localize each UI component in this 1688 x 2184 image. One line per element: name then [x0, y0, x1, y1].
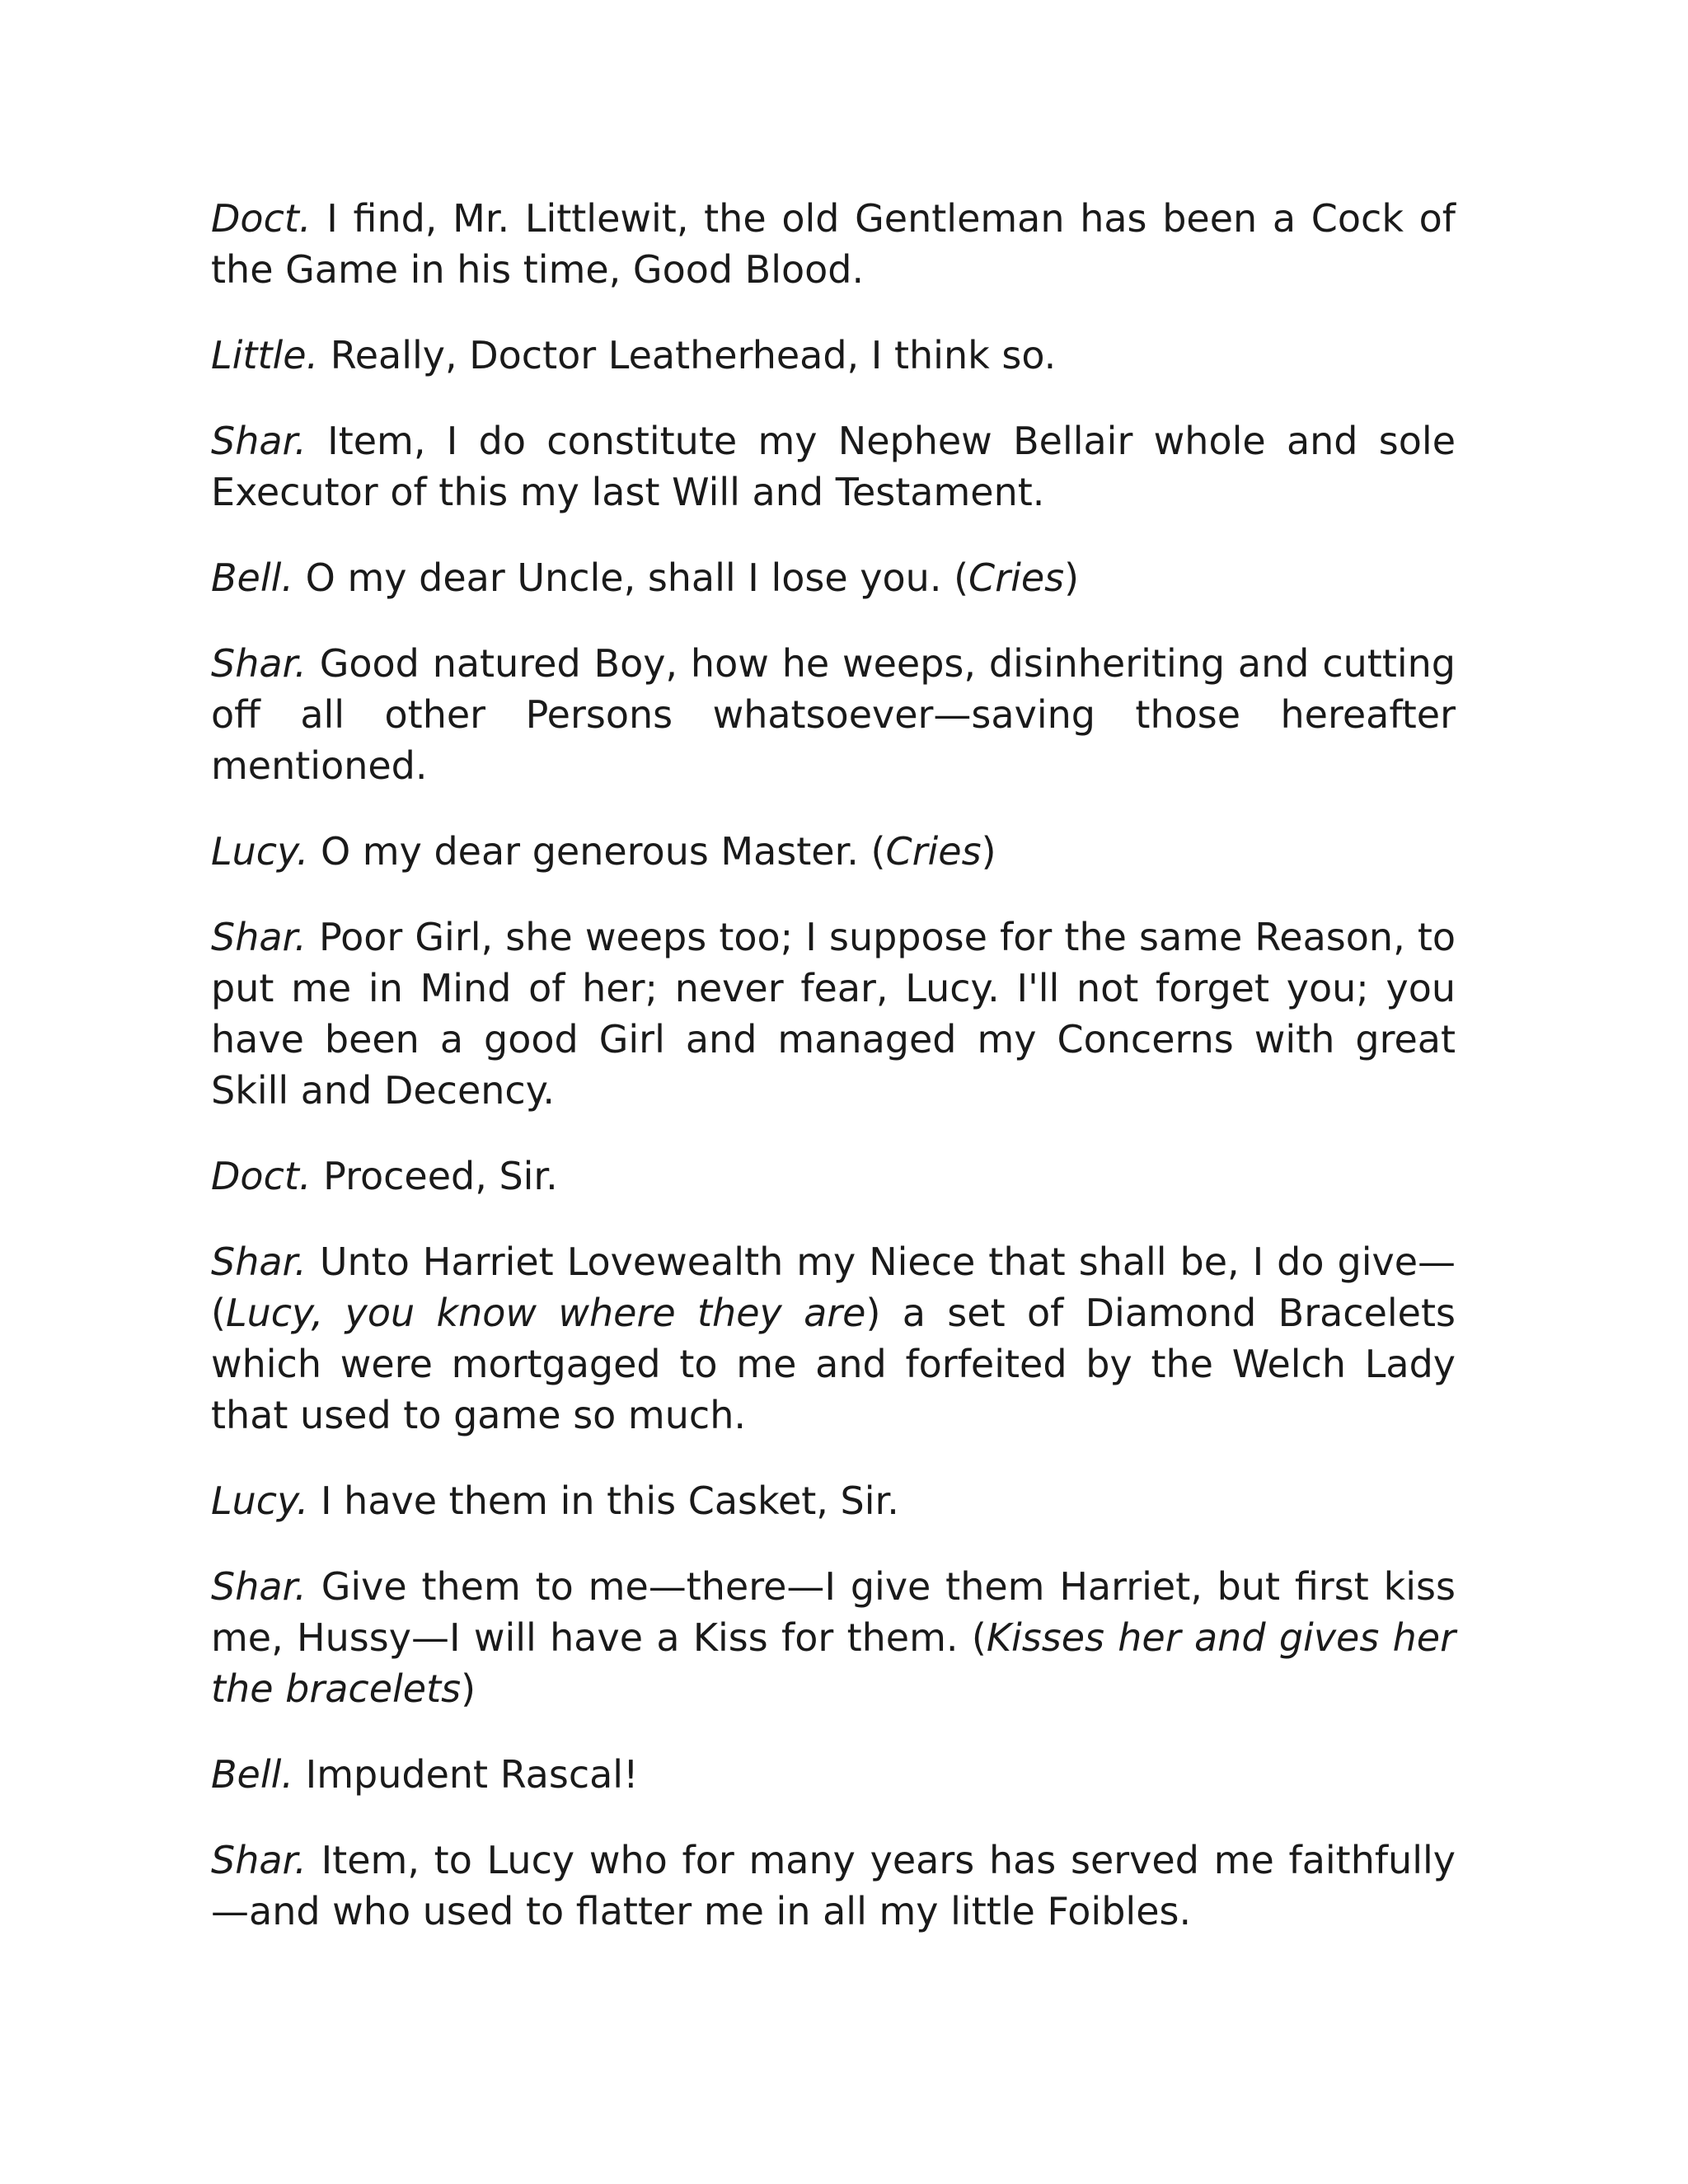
dialogue-paragraph	[211, 552, 1456, 603]
stage-direction: Cries	[968, 555, 1065, 600]
dialogue-text: Item, to Lucy who for many years has served me faithfully—and who used to flatter me in all my little Foibles.	[211, 1838, 1456, 1933]
dialogue-text: )	[461, 1666, 476, 1711]
dialogue-paragraph	[211, 1835, 1456, 1937]
dialogue-text: Good natured Boy, how he weeps, disinheriting and cutting off all other Persons whatsoever—saving those hereafter mentioned.	[211, 641, 1456, 788]
speaker-name: Shar.	[211, 1838, 307, 1882]
speaker-name: Shar.	[211, 915, 307, 959]
speaker-name: Doct.	[211, 1154, 312, 1198]
dialogue-text: Proceed, Sir.	[311, 1154, 558, 1198]
dialogue-paragraph	[211, 1749, 1456, 1800]
dialogue-paragraph	[211, 826, 1456, 877]
dialogue-text: I have them in this Casket, Sir.	[308, 1479, 899, 1523]
speaker-name: Bell.	[211, 1752, 294, 1797]
dialogue-text: O my dear generous Master. (	[308, 829, 886, 874]
stage-direction: Cries	[885, 829, 982, 874]
dialogue-text: Impudent Rascal!	[293, 1752, 639, 1797]
speaker-name: Bell.	[211, 555, 294, 600]
dialogue-paragraph	[211, 415, 1456, 518]
dialogue-text: Really, Doctor Leatherhead, I think so.	[318, 333, 1057, 377]
dialogue-paragraph	[211, 330, 1456, 381]
speaker-name: Shar.	[211, 1240, 307, 1284]
page-body	[211, 193, 1456, 1971]
dialogue-text: )	[1064, 555, 1080, 600]
dialogue-paragraph	[211, 1151, 1456, 1202]
speaker-name: Lucy.	[211, 829, 309, 874]
dialogue-paragraph	[211, 638, 1456, 791]
dialogue-paragraph	[211, 193, 1456, 295]
speaker-name: Shar.	[211, 419, 307, 463]
dialogue-text: Unto Harriet Lovewealth my Niece that shall be, I do give—(	[211, 1240, 1456, 1335]
dialogue-paragraph	[211, 1236, 1456, 1441]
dialogue-paragraph	[211, 912, 1456, 1116]
stage-direction: Kisses her and gives her the bracelets	[211, 1615, 1456, 1711]
stage-direction: Lucy, you know where they are	[225, 1291, 866, 1335]
dialogue-text: Item, I do constitute my Nephew Bellair whole and sole Executor of this my last Will and Testament.	[211, 419, 1456, 514]
dialogue-text: Poor Girl, she weeps too; I suppose for the same Reason, to put me in Mind of her; never fear, Lucy. I'll not forget you; you have been a good Girl and managed my Concerns with great Skill and Decency.	[211, 915, 1456, 1113]
speaker-name: Doct.	[211, 196, 312, 241]
speaker-name: Little.	[211, 333, 319, 377]
dialogue-text: )	[981, 829, 996, 874]
speaker-name: Shar.	[211, 1564, 307, 1609]
dialogue-text: Give them to me—there—I give them Harriet, but first kiss me, Hussy—I will have a Kiss for them. (	[211, 1564, 1456, 1660]
speaker-name: Lucy.	[211, 1479, 309, 1523]
dialogue-paragraph	[211, 1475, 1456, 1526]
dialogue-text: ) a set of Diamond Bracelets which were mortgaged to me and forfeited by the Welch Lady that used to game so much.	[211, 1291, 1456, 1437]
dialogue-paragraph	[211, 1561, 1456, 1714]
dialogue-text: I find, Mr. Littlewit, the old Gentleman has been a Cock of the Game in his time, Good Blood.	[211, 196, 1456, 292]
speaker-name: Shar.	[211, 641, 307, 686]
dialogue-text: O my dear Uncle, shall I lose you. (	[293, 555, 969, 600]
